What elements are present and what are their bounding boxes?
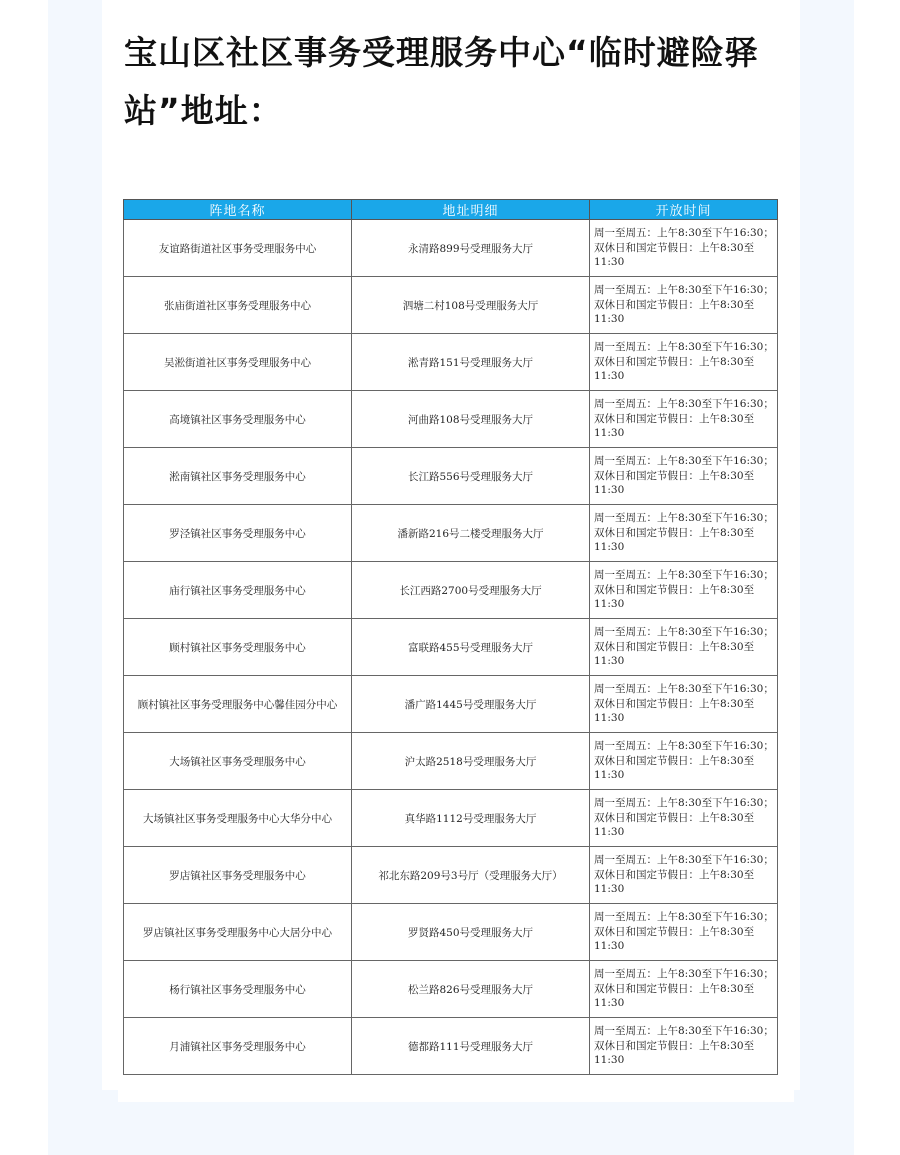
table-row xyxy=(124,391,778,448)
table-row xyxy=(124,790,778,847)
site-name-cell: 月浦镇社区事务受理服务中心 xyxy=(124,1018,352,1075)
site-name-cell: 罗店镇社区事务受理服务中心 xyxy=(124,847,352,904)
table-header-row xyxy=(124,200,778,220)
table-row xyxy=(124,1018,778,1075)
open-hours-cell: 周一至周五：上午8:30至下午16:30；双休日和国定节假日：上午8:30至11:30 xyxy=(590,790,778,847)
site-name-cell: 淞南镇社区事务受理服务中心 xyxy=(124,448,352,505)
site-name-cell: 罗店镇社区事务受理服务中心大居分中心 xyxy=(124,904,352,961)
site-name-cell: 顾村镇社区事务受理服务中心 xyxy=(124,619,352,676)
open-hours-cell: 周一至周五：上午8:30至下午16:30；双休日和国定节假日：上午8:30至11:30 xyxy=(590,562,778,619)
table-row xyxy=(124,220,778,277)
address-cell: 淞青路151号受理服务大厅 xyxy=(352,334,590,391)
site-name-cell: 张庙街道社区事务受理服务中心 xyxy=(124,277,352,334)
table-row xyxy=(124,619,778,676)
site-name-cell: 大场镇社区事务受理服务中心大华分中心 xyxy=(124,790,352,847)
site-name-cell: 杨行镇社区事务受理服务中心 xyxy=(124,961,352,1018)
table-row xyxy=(124,505,778,562)
open-hours-cell: 周一至周五：上午8:30至下午16:30；双休日和国定节假日：上午8:30至11:30 xyxy=(590,448,778,505)
open-hours-cell: 周一至周五：上午8:30至下午16:30；双休日和国定节假日：上午8:30至11:30 xyxy=(590,847,778,904)
open-hours-cell: 周一至周五：上午8:30至下午16:30；双休日和国定节假日：上午8:30至11:30 xyxy=(590,619,778,676)
address-cell: 长江西路2700号受理服务大厅 xyxy=(352,562,590,619)
address-cell: 沪太路2518号受理服务大厅 xyxy=(352,733,590,790)
open-hours-cell: 周一至周五：上午8:30至下午16:30；双休日和国定节假日：上午8:30至11:30 xyxy=(590,961,778,1018)
open-hours-cell: 周一至周五：上午8:30至下午16:30；双休日和国定节假日：上午8:30至11:30 xyxy=(590,505,778,562)
open-hours-cell: 周一至周五：上午8:30至下午16:30；双休日和国定节假日：上午8:30至11:30 xyxy=(590,277,778,334)
table-row xyxy=(124,334,778,391)
table-row xyxy=(124,847,778,904)
site-name-cell: 庙行镇社区事务受理服务中心 xyxy=(124,562,352,619)
header-site-name: 阵地名称 xyxy=(124,200,352,220)
header-open-hours: 开放时间 xyxy=(590,200,778,220)
open-hours-cell: 周一至周五：上午8:30至下午16:30；双休日和国定节假日：上午8:30至11:30 xyxy=(590,733,778,790)
site-name-cell: 大场镇社区事务受理服务中心 xyxy=(124,733,352,790)
address-cell: 潘新路216号二楼受理服务大厅 xyxy=(352,505,590,562)
sites-table xyxy=(123,199,778,1075)
address-cell: 泗塘二村108号受理服务大厅 xyxy=(352,277,590,334)
site-name-cell: 友谊路街道社区事务受理服务中心 xyxy=(124,220,352,277)
address-cell: 罗贤路450号受理服务大厅 xyxy=(352,904,590,961)
address-cell: 富联路455号受理服务大厅 xyxy=(352,619,590,676)
address-cell: 潘广路1445号受理服务大厅 xyxy=(352,676,590,733)
table-row xyxy=(124,904,778,961)
open-hours-cell: 周一至周五：上午8:30至下午16:30；双休日和国定节假日：上午8:30至11:30 xyxy=(590,334,778,391)
address-cell: 永清路899号受理服务大厅 xyxy=(352,220,590,277)
table-row xyxy=(124,961,778,1018)
header-address: 地址明细 xyxy=(352,200,590,220)
table-row xyxy=(124,448,778,505)
page-margin-left xyxy=(0,0,48,1155)
address-cell: 长江路556号受理服务大厅 xyxy=(352,448,590,505)
site-name-cell: 吴淞街道社区事务受理服务中心 xyxy=(124,334,352,391)
site-name-cell: 高境镇社区事务受理服务中心 xyxy=(124,391,352,448)
card-bottom-strip xyxy=(118,1090,794,1102)
address-cell: 德都路111号受理服务大厅 xyxy=(352,1018,590,1075)
table-row xyxy=(124,733,778,790)
page-margin-right xyxy=(854,0,900,1155)
open-hours-cell: 周一至周五：上午8:30至下午16:30；双休日和国定节假日：上午8:30至11:30 xyxy=(590,904,778,961)
table-body xyxy=(124,220,778,1075)
table-row xyxy=(124,562,778,619)
site-name-cell: 顾村镇社区事务受理服务中心馨佳园分中心 xyxy=(124,676,352,733)
address-cell: 真华路1112号受理服务大厅 xyxy=(352,790,590,847)
table-row xyxy=(124,676,778,733)
site-name-cell: 罗泾镇社区事务受理服务中心 xyxy=(124,505,352,562)
open-hours-cell: 周一至周五：上午8:30至下午16:30；双休日和国定节假日：上午8:30至11:30 xyxy=(590,676,778,733)
open-hours-cell: 周一至周五：上午8:30至下午16:30；双休日和国定节假日：上午8:30至11:30 xyxy=(590,391,778,448)
table-row xyxy=(124,277,778,334)
open-hours-cell: 周一至周五：上午8:30至下午16:30；双休日和国定节假日：上午8:30至11:30 xyxy=(590,220,778,277)
address-cell: 祁北东路209号3号厅（受理服务大厅） xyxy=(352,847,590,904)
address-cell: 松兰路826号受理服务大厅 xyxy=(352,961,590,1018)
page-title: 宝山区社区事务受理服务中心“临时避险驿站”地址： xyxy=(124,33,759,130)
open-hours-cell: 周一至周五：上午8:30至下午16:30；双休日和国定节假日：上午8:30至11:30 xyxy=(590,1018,778,1075)
address-cell: 河曲路108号受理服务大厅 xyxy=(352,391,590,448)
